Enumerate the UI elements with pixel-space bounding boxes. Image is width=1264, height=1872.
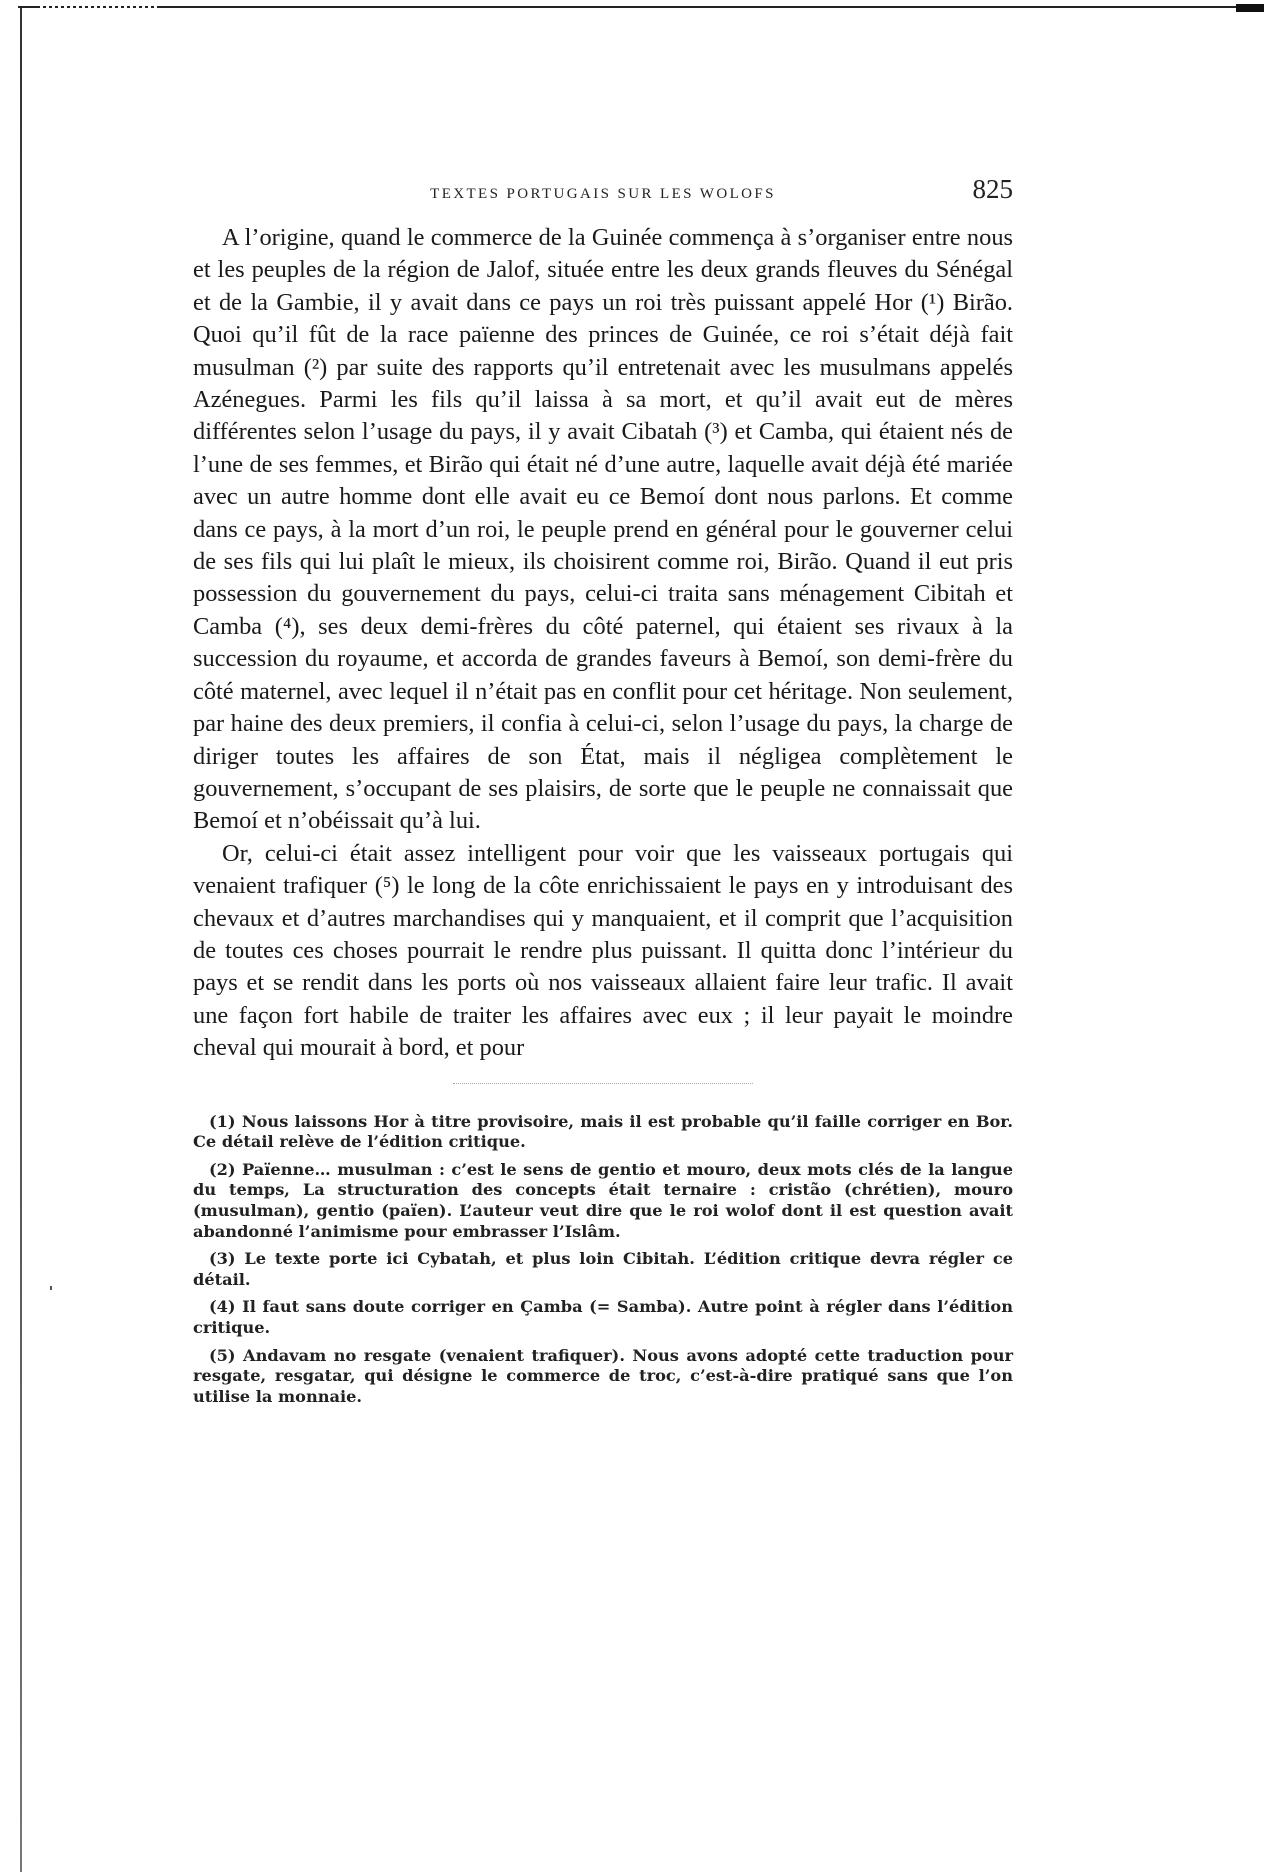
stray-mark [50,1286,52,1290]
footnote: (3) Le texte porte ici Cybatah, et plus loin Cibitah. L’édition critique devra régler ce détail. [193,1249,1013,1289]
footnote: (5) Andavam no resgate (venaient trafiquer). Nous avons adopté cette traduction pour resgate, resgatar, qui désigne le commerce de troc, c’est-à-dire pratiqué sans que l’on utilise la monnaie. [193,1345,1013,1406]
body-text [193,222,1013,1065]
scan-edge-dash [40,6,160,8]
paragraph: Or, celui-ci était assez intelligent pour voir que les vaisseaux portugais qui venaient trafiquer (⁵) le long de la côte enrichissaient le pays en y introduisant des chevaux et d’autres marchandises qui y manquaient, et il comprit que l’acquisition de toutes ces choses pourrait le rendre plus puissant. Il quitta donc l’intérieur du pays et se rendit dans les ports où nos vaisseaux allaient faire leur trafic. Il avait une façon fort habile de traiter les affaires avec eux ; il leur payait le moindre cheval qui mourait à bord, et pour [193,839,1013,1062]
book-page [193,170,1013,1414]
footnote: (1) Nous laissons Hor à titre provisoire, mais il est probable qu’il faille corriger en Bor. Ce détail relève de l’édition critique. [193,1111,1013,1152]
page-number: 825 [972,174,1013,204]
scan-edge-top [18,6,1264,8]
footnote: (4) Il faut sans doute corriger en Çamba (= Samba). Autre point à régler dans l’édition critique. [193,1297,1013,1337]
running-head [193,170,1013,214]
running-title: TEXTES PORTUGAIS SUR LES WOLOFS [430,186,776,202]
paragraph: A l’origine, quand le commerce de la Guinée commença à s’organiser entre nous et les peuples de la région de Jalof, située entre les deux grands fleuves du Sénégal et de la Gambie, il y avait dans ce pays un roi très puissant appelé Hor (¹) Birão. Quoi qu’il fût de la race païenne des princes de Guinée, ce roi s’était déjà fait musulman (²) par suite des rapports qu’il entretenait avec les musulmans appelés Azénegues. Parmi les fils qu’il laissa à sa mort, et qu’il avait eut de mères différentes selon l’usage du pays, il y avait Cibatah (³) et Camba, qui étaient nés de l’une de ses femmes, et Birão qui était né d’une autre, laquelle avait déjà été mariée avec un autre homme dont elle avait eu ce Bemoí dont nous parlons. Et comme dans ce pays, à la mort d’un roi, le peuple prend en général pour le gouverner celui de ses fils qui lui plaît le mieux, ils choisirent comme roi, Birão. Quand il eut pris possession du gouvernement du pays, celui-ci traita sans ménagement Cibitah et Camba (⁴), ses deux demi-frères du côté paternel, qui étaient ses rivaux à la succession du royaume, et accorda de grandes faveurs à Bemoí, son demi-frère du côté maternel, avec lequel il n’était pas en conflit pour cet héritage. Non seulement, par haine des deux premiers, il confia à celui-ci, selon l’usage du pays, la charge de diriger toutes les affaires de son État, mais il négligea complètement le gouvernement, s’occupant de ses plaisirs, de sorte que le peuple ne connaissait que Bemoí et n’obéissait qu’à lui. [193,224,1013,835]
footnote-divider [453,1083,753,1084]
scan-corner-mark [1236,4,1264,12]
scan-edge-left [20,8,22,1872]
footnotes [193,1112,1013,1408]
footnote: (2) Païenne… musulman : c’est le sens de gentio et mouro, deux mots clés de la langue du temps, La structuration des concepts était ternaire : cristão (chrétien), mouro (musulman), gentio (païen). L’auteur veut dire que le roi wolof dont il est question avait abandonné l’animisme pour embrasser l’Islâm. [193,1159,1013,1241]
